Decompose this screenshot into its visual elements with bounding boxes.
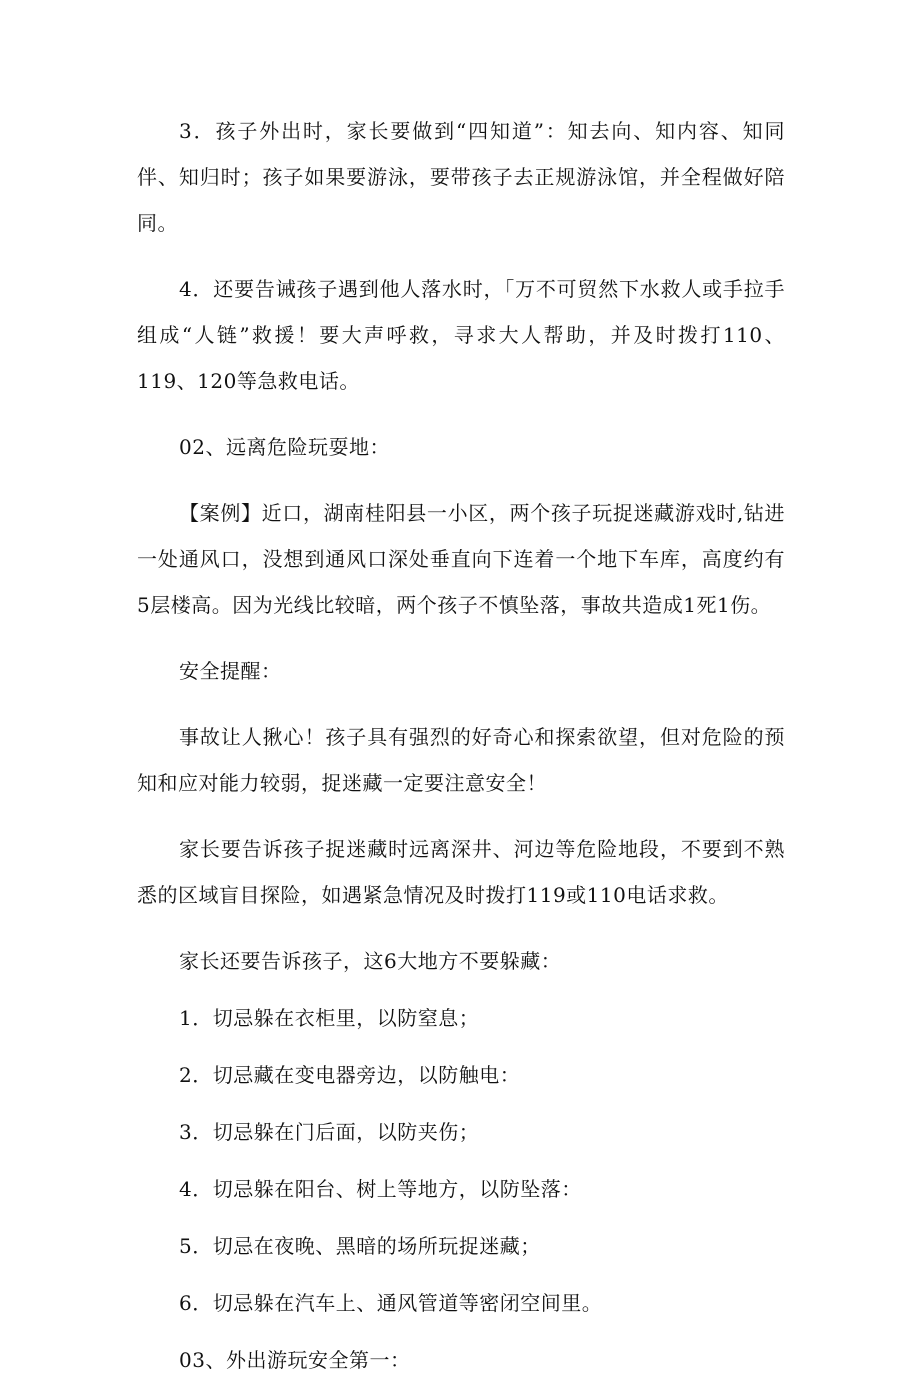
- hiding-rule-5: 5．切忌在夜晚、黑暗的场所玩捉迷藏；: [179, 1234, 541, 1258]
- hiding-rule-4: 4．切忌躲在阳台、树上等地方，以防坠落：: [179, 1177, 582, 1201]
- document-body: [137, 108, 785, 1394]
- safety-reminder-heading: 安全提醒：: [179, 659, 282, 683]
- section-heading-02: 02、远离危险玩耍地：: [179, 435, 390, 459]
- hiding-rule-1: 1．切忌躲在衣柜里，以防窒息；: [179, 1006, 480, 1030]
- paragraph-item-4: 4．还要告诫孩子遇到他人落水时，「万不可贸然下水救人或手拉手组成“人链”救援！要大声呼救，寻求大人帮助，并及时拨打110、119、120等急救电话。: [137, 277, 785, 393]
- hiding-places-intro: 家长还要告诉孩子，这6大地方不要躲藏：: [179, 949, 562, 973]
- paragraph-item-3: 3．孩子外出时，家长要做到“四知道”：知去向、知内容、知同伴、知归时；孩子如果要游泳，要带孩子去正规游泳馆，并全程做好陪同。: [137, 119, 785, 235]
- hiding-rule-6: 6．切忌躲在汽车上、通风管道等密闭空间里。: [179, 1291, 603, 1315]
- hiding-rule-2: 2．切忌藏在变电器旁边，以防触电：: [179, 1063, 521, 1087]
- hiding-rule-3: 3．切忌躲在门后面，以防夹伤；: [179, 1120, 480, 1144]
- parent-advice-paragraph: 家长要告诉孩子捉迷藏时远离深井、河边等危险地段，不要到不熟悉的区域盲目探险，如遇紧急情况及时拨打119或110电话求救。: [137, 837, 785, 907]
- reminder-paragraph: 事故让人揪心！孩子具有强烈的好奇心和探索欲望，但对危险的预知和应对能力较弱，捉迷藏一定要注意安全！: [137, 725, 785, 795]
- section-heading-03: 03、外出游玩安全第一：: [179, 1348, 411, 1372]
- case-paragraph: 【案例】近口，湖南桂阳县一小区，两个孩子玩捉迷藏游戏时,钻进一处通风口，没想到通风口深处垂直向下连着一个地下车库，高度约有5层楼高。因为光线比较暗，两个孩子不慎坠落，事故共造成1死1伤。: [137, 501, 785, 617]
